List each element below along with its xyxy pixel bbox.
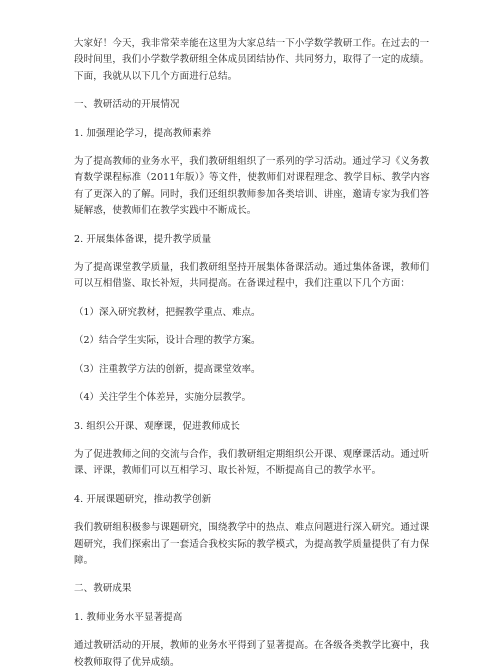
- paragraph-research: 我们教研组积极参与课题研究，围绕教学中的热点、难点问题进行深入研究。通过课题研究，我们探索出了一套适合我校实际的教学模式，为提高教学质量提供了有力保障。: [74, 522, 430, 566]
- subheading-teacher-skill: 1. 教师业务水平显著提高: [74, 611, 183, 623]
- list-item: （1）深入研究教材，把握教学重点、难点。: [74, 306, 261, 318]
- subheading-theory-study: 1. 加强理论学习，提高教师素养: [74, 127, 212, 139]
- subheading-research: 4. 开展课题研究，推动教学创新: [74, 493, 212, 505]
- paragraph-theory-study: 为了提高教师的业务水平，我们教研组组织了一系列的学习活动。通过学习《义务教育数学课程标准（2011年版）》等文件，使教师们对课程理念、教学目标、教学内容有了更深入的了解。同时，我们还组织教师参加各类培训、讲座，邀请专家为我们答疑解惑，使教师们在教学实践中不断成长。: [74, 156, 430, 217]
- subheading-open-classes: 3. 组织公开课、观摩课，促进教师成长: [74, 420, 240, 432]
- subheading-group-lesson-prep: 2. 开展集体备课，提升教学质量: [74, 233, 212, 245]
- document-page: [74, 36, 430, 671]
- paragraph-teacher-skill: 通过教研活动的开展，教师的业务水平得到了显著提高。在各级各类教学比赛中，我校教师取得了优异成绩。: [74, 640, 430, 668]
- paragraph-group-lesson-prep: 为了提高课堂教学质量，我们教研组坚持开展集体备课活动。通过集体备课，教师们可以互相借鉴、取长补短，共同提高。在备课过程中，我们注重以下几个方面：: [74, 262, 430, 290]
- list-item: （4）关注学生个体差异，实施分层教学。: [74, 392, 252, 404]
- intro-paragraph: 大家好！今天，我非常荣幸能在这里为大家总结一下小学数学教研工作。在过去的一段时间里，我们小学数学教研组全体成员团结协作、共同努力，取得了一定的成绩。下面，我就从以下几个方面进行总结。: [74, 38, 430, 82]
- section-heading-activities: 一、教研活动的开展情况: [74, 99, 180, 111]
- list-item: （2）结合学生实际，设计合理的教学方案。: [74, 335, 261, 347]
- list-item: （3）注重教学方法的创新，提高课堂效率。: [74, 363, 261, 375]
- paragraph-open-classes: 为了促进教师之间的交流与合作，我们教研组定期组织公开课、观摩课活动。通过听课、评课，教师们可以互相学习、取长补短，不断提高自己的教学水平。: [74, 448, 430, 477]
- section-heading-results: 二、教研成果: [74, 583, 132, 595]
